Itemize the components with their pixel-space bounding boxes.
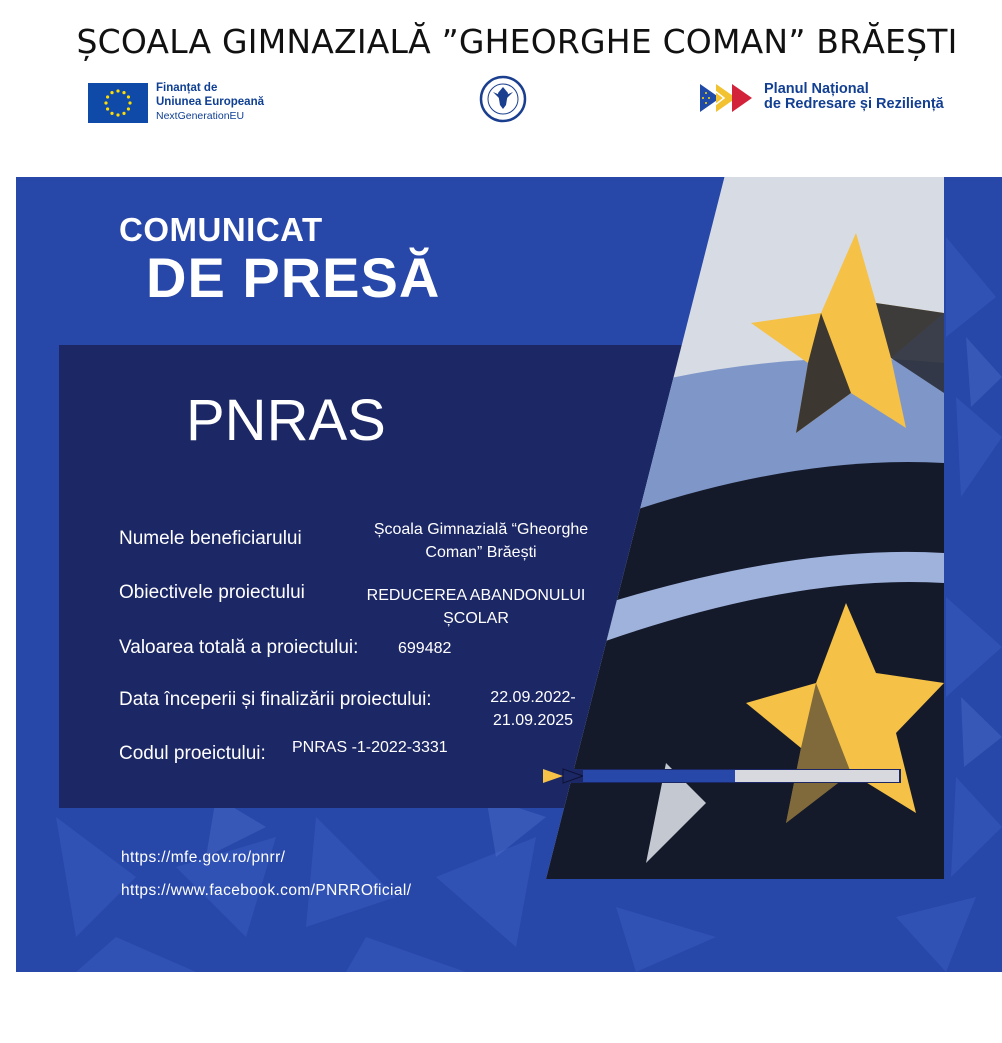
value-dates-line2: 21.09.2025 — [492, 712, 574, 729]
label-beneficiary: Numele beneficiarului — [119, 528, 302, 549]
label-total-value: Valoarea totală a proiectului: — [119, 637, 359, 658]
label-objectives: Obiectivele proiectului — [119, 582, 305, 603]
eu-funding-text — [156, 81, 264, 123]
value-beneficiary-line1: Școala Gimnazială “Gheorghe — [373, 521, 589, 538]
pnrr-text-line2: de Redresare și Reziliență — [764, 96, 944, 112]
heading-line1: COMUNICAT — [119, 211, 323, 248]
value-total-value — [398, 637, 451, 660]
government-seal-icon — [479, 75, 527, 123]
value-beneficiary-line2: Coman” Brăești — [425, 544, 537, 561]
pnrr-text — [764, 82, 944, 112]
eu-funding-logo — [88, 80, 288, 124]
value-dates — [478, 686, 588, 732]
value-dates-line1: 22.09.2022- — [490, 689, 576, 706]
value-project-code — [292, 736, 448, 759]
press-release-banner — [16, 177, 1002, 972]
value-project-code-line1: PNRAS -1-2022-3331 — [292, 739, 448, 756]
progress-arrow-bar — [541, 765, 901, 785]
label-dates: Data începerii și finalizării proiectului: — [119, 689, 432, 710]
value-objectives-line2: ȘCOLAR — [443, 610, 509, 627]
pnrr-arrow-icon — [698, 80, 760, 116]
value-objectives — [341, 584, 611, 630]
value-beneficiary — [346, 518, 616, 564]
eu-text-line1: Finanțat de — [156, 82, 218, 94]
pnrr-text-line1: Planul Național — [764, 81, 869, 97]
logo-bar — [0, 72, 1002, 132]
eu-text-line2: Uniunea Europeană — [156, 96, 264, 108]
value-total-value-line1: 699482 — [398, 640, 452, 657]
heading-line2: DE PRESĂ — [146, 246, 441, 309]
link-facebook[interactable]: https://www.facebook.com/PNRROficial/ — [121, 882, 412, 899]
link-mfe[interactable]: https://mfe.gov.ro/pnrr/ — [121, 849, 286, 866]
program-name: PNRAS — [186, 388, 386, 453]
eu-flag-icon — [88, 83, 148, 123]
school-title: ȘCOALA GIMNAZIALĂ ”GHEORGHE COMAN” BRĂEȘTI — [76, 22, 958, 61]
pnrr-logo — [698, 78, 968, 122]
value-objectives-line1: REDUCEREA ABANDONULUI — [366, 587, 586, 604]
label-project-code: Codul proeictului: — [119, 743, 266, 764]
eu-text-line3: NextGenerationEU — [156, 110, 245, 122]
